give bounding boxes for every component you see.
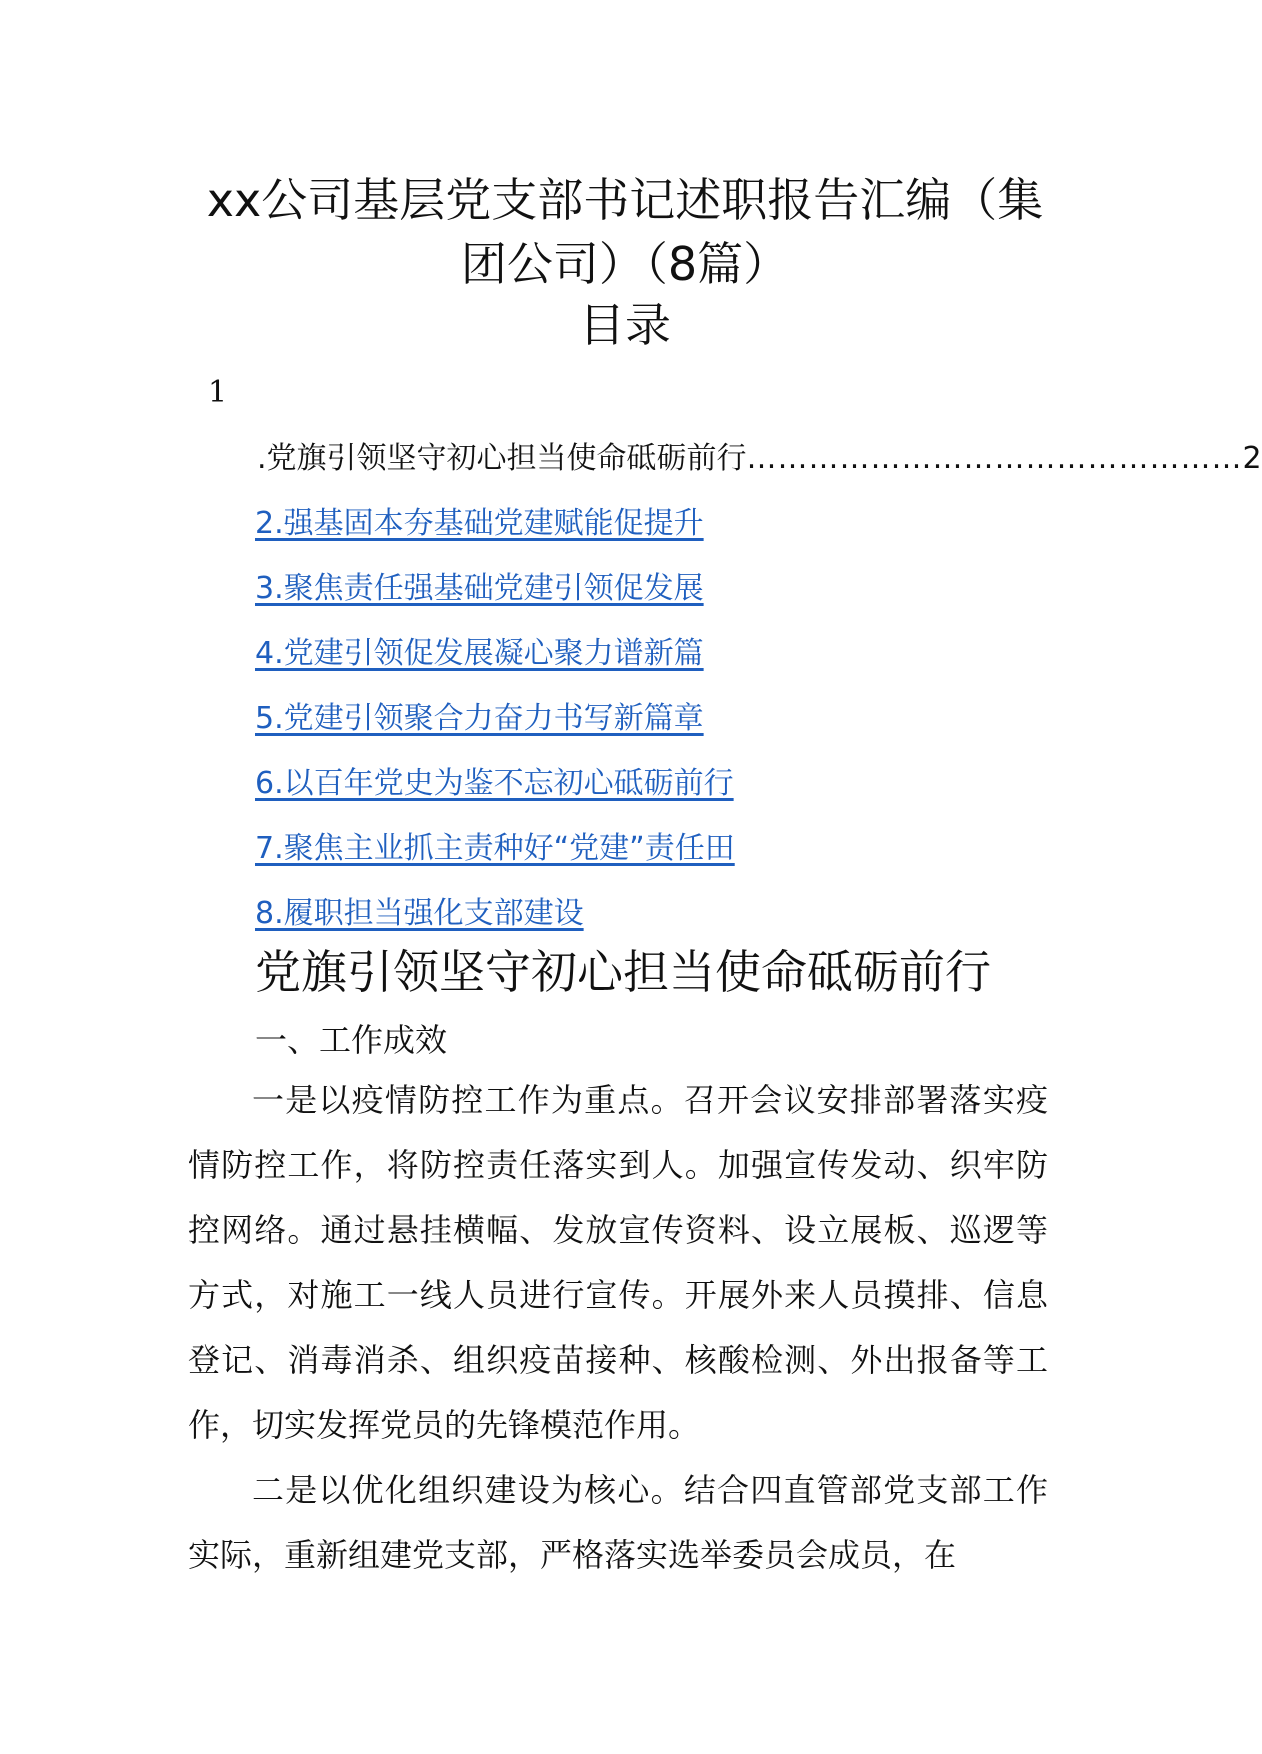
toc-link[interactable]: 5.党建引领聚合力奋力书写新篇章 xyxy=(255,701,704,736)
toc-entry-6 xyxy=(255,758,1055,823)
toc-entry-7 xyxy=(255,823,1055,888)
toc-page-number: 2 xyxy=(1242,441,1262,476)
section-title: 党旗引领坚守初心担当使命砥砺前行 xyxy=(255,945,991,999)
toc-number: 1 xyxy=(208,375,228,410)
section-subheading: 一、工作成效 xyxy=(255,1021,448,1059)
toc-heading: 目录 xyxy=(579,298,671,352)
toc-link[interactable]: 4.党建引领促发展凝心聚力谱新篇 xyxy=(255,636,704,671)
toc-link[interactable]: 2.强基固本夯基础党建赋能促提升 xyxy=(255,506,704,541)
toc-entry-1[interactable] xyxy=(255,433,1262,498)
body-paragraph: 一是以疫情防控工作为重点。召开会议安排部署落实疫情防控工作，将防控责任落实到人。加强宣传发动、织牢防控网络。通过悬挂横幅、发放宣传资料、设立展板、巡逻等方式，对施工一线人员进行宣传。开展外来人员摸排、信息登记、消毒消杀、组织疫苗接种、核酸检测、外出报备等工作，切实发挥党员的先锋模范作用。 xyxy=(188,1081,1048,1444)
document-title: xx公司基层党支部书记述职报告汇编（集团公司）（8篇） xyxy=(206,173,1044,291)
toc-dot-leader: ………………………………………… xyxy=(746,441,1243,476)
toc-entry-4 xyxy=(255,628,1055,693)
toc-link[interactable]: 3.聚焦责任强基础党建引领促发展 xyxy=(255,571,704,606)
toc-entry-2 xyxy=(255,498,1055,563)
body-paragraph: 二是以优化组织建设为核心。结合四直管部党支部工作实际，重新组建党支部，严格落实选举委员会成员，在 xyxy=(188,1471,1048,1574)
toc-entry-label: .党旗引领坚守初心担当使命砥砺前行 xyxy=(257,441,747,476)
toc-link[interactable]: 6.以百年党史为鉴不忘初心砥砺前行 xyxy=(255,766,734,801)
toc-link[interactable]: 8.履职担当强化支部建设 xyxy=(255,896,584,931)
toc-entry-5 xyxy=(255,693,1055,758)
toc-entry-3 xyxy=(255,563,1055,628)
table-of-contents xyxy=(255,433,1262,953)
toc-link[interactable]: 7.聚焦主业抓主责种好“党建”责任田 xyxy=(255,831,735,866)
